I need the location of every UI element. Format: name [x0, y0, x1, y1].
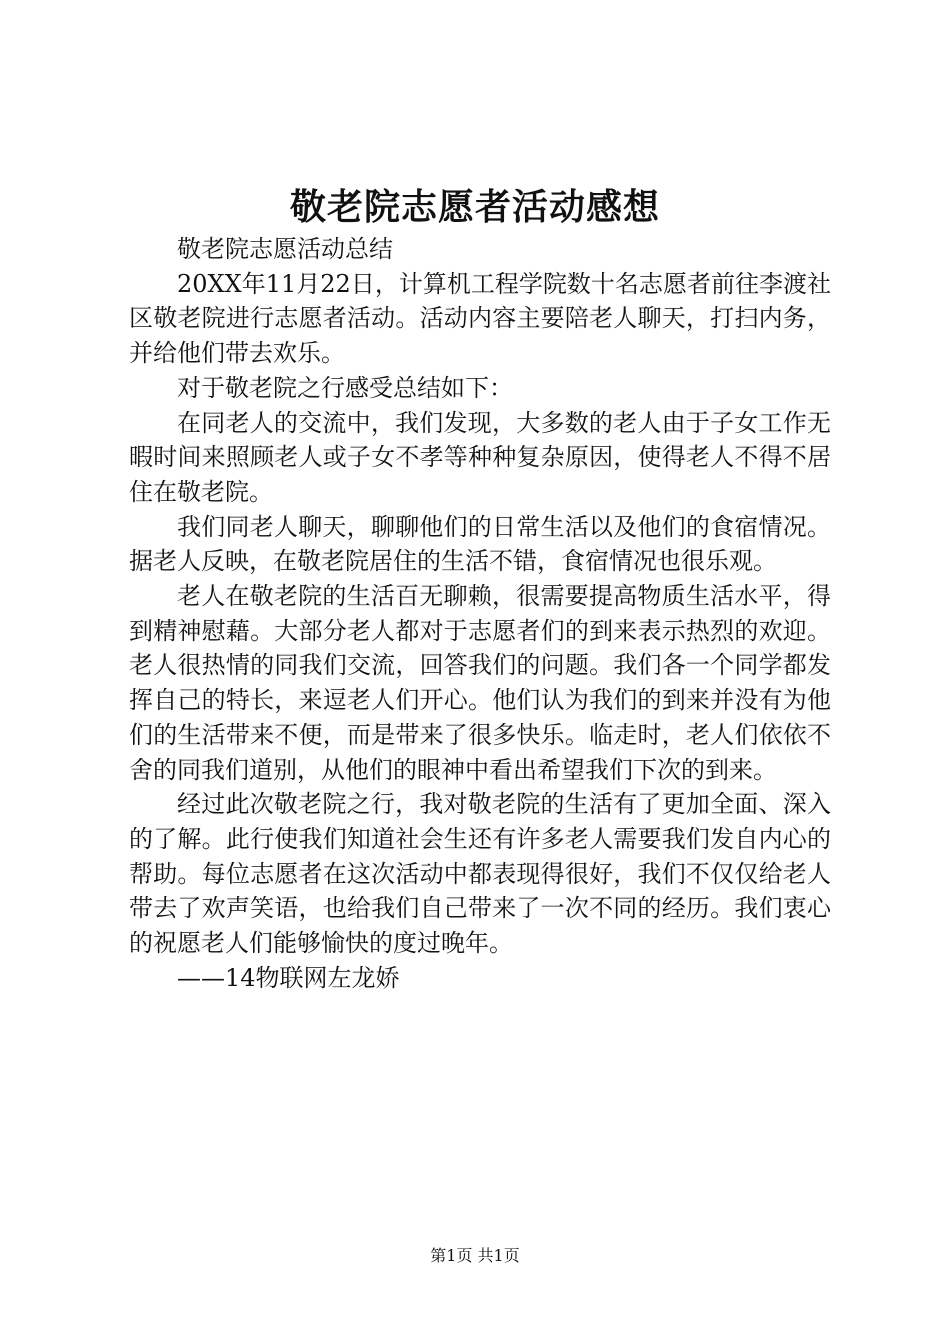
paragraph-heading: 敬老院志愿活动总结 [177, 235, 393, 263]
paragraph-signature: ——14物联网左龙娇 [177, 963, 400, 992]
page-footer: 第1页 共1页 [430, 1246, 520, 1265]
paragraph-finding-2: 我们同老人聊天，聊聊他们的日常生活以及他们的食宿情况。据老人反映，在敬老院居住的生活不错，食宿情况也很乐观。 [129, 512, 831, 576]
paragraph-summary-lead: 对于敬老院之行感受总结如下： [177, 373, 513, 402]
paragraph-finding-1: 在同老人的交流中，我们发现，大多数的老人由于子女工作无暇时间来照顾老人或子女不孝等种种复杂原因，使得老人不得不居住在敬老院。 [129, 408, 831, 506]
document-body [129, 232, 831, 995]
paragraph-finding-3: 老人在敬老院的生活百无聊赖，很需要提高物质生活水平，得到精神慰藉。大部分老人都对于志愿者们的到来表示热烈的欢迎。老人很热情的同我们交流，回答我们的问题。我们各一个同学都发挥自己的特长，来逗老人们开心。他们认为我们的到来并没有为他们的生活带来不便，而是带来了很多快乐。临走时，老人们依依不舍的同我们道别，从他们的眼神中看出希望我们下次的到来。 [129, 582, 831, 784]
paragraph-intro: 20XX年11月22日，计算机工程学院数十名志愿者前往李渡社区敬老院进行志愿者活动。活动内容主要陪老人聊天，打扫内务，并给他们带去欢乐。 [129, 269, 831, 368]
paragraph-conclusion: 经过此次敬老院之行，我对敬老院的生活有了更加全面、深入的了解。此行使我们知道社会生还有许多老人需要我们发自内心的帮助。每位志愿者在这次活动中都表现得很好，我们不仅仅给老人带去了欢声笑语，也给我们自己带来了一次不同的经历。我们衷心的祝愿老人们能够愉快的度过晚年。 [129, 790, 831, 958]
page-title: 敬老院志愿者活动感想 [289, 186, 660, 228]
